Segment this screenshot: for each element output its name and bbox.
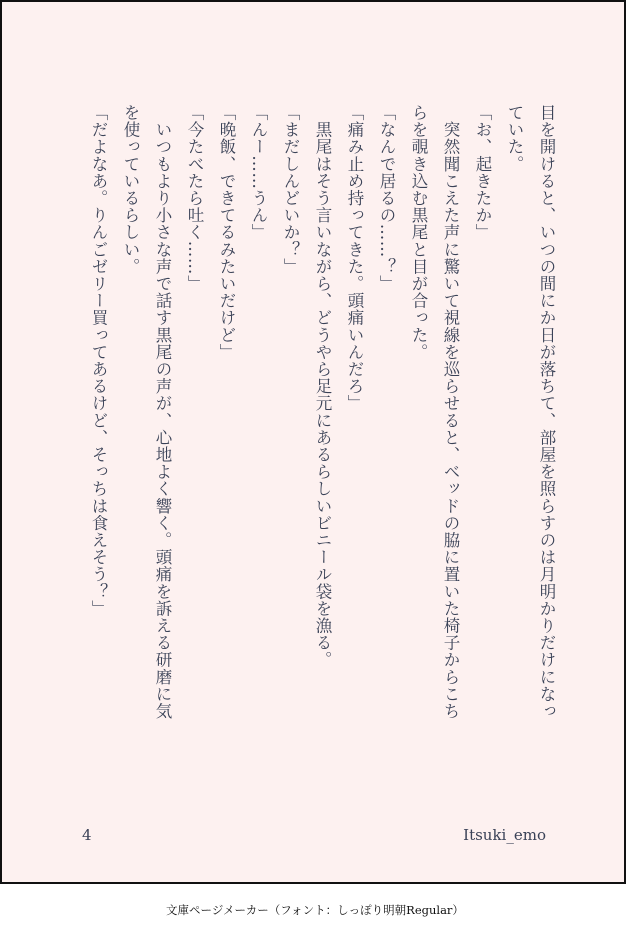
- text-line: 突然聞こえた声に驚いて視線を巡らせると、ベッドの脇に置いた椅子からこちらを覗き込む黒尾と目が合った。: [409, 104, 460, 720]
- text-line: いつもより小さな声で話す黒尾の声が、心地よく響く。頭痛を訴える研磨に気を使っているらしい。: [121, 104, 172, 720]
- text-line: 黒尾はそう言いながら、どうやら足元にあるらしいビニール袋を漁る。: [313, 104, 332, 669]
- vertical-body-text: [82, 104, 562, 724]
- text-line: 「んー……うん」: [249, 104, 268, 241]
- text-line: 「なんで居るの……？」: [377, 104, 396, 293]
- text-line: 目を開けると、いつの間にか日が落ちて、部屋を照らすのは月明かりだけになっていた。: [505, 104, 556, 720]
- author-name: Itsuki_emo: [463, 826, 546, 844]
- text-line: 「だよなあ。りんごゼリー買ってあるけど、そっちは食えそう？」: [89, 104, 108, 617]
- text-line: 「痛み止め持ってきた。頭痛いんだろ」: [345, 104, 364, 412]
- text-line: 「今たべたら吐く……」: [185, 104, 204, 293]
- page-number: 4: [82, 826, 92, 844]
- text-line: 「晩飯、できてるみたいだけど」: [217, 104, 236, 361]
- text-line: 「お、起きたか」: [473, 104, 492, 241]
- text-line: 「まだしんどいか？」: [281, 104, 300, 275]
- footer-caption: 文庫ページメーカー（フォント：しっぽり明朝Regular）: [166, 903, 464, 917]
